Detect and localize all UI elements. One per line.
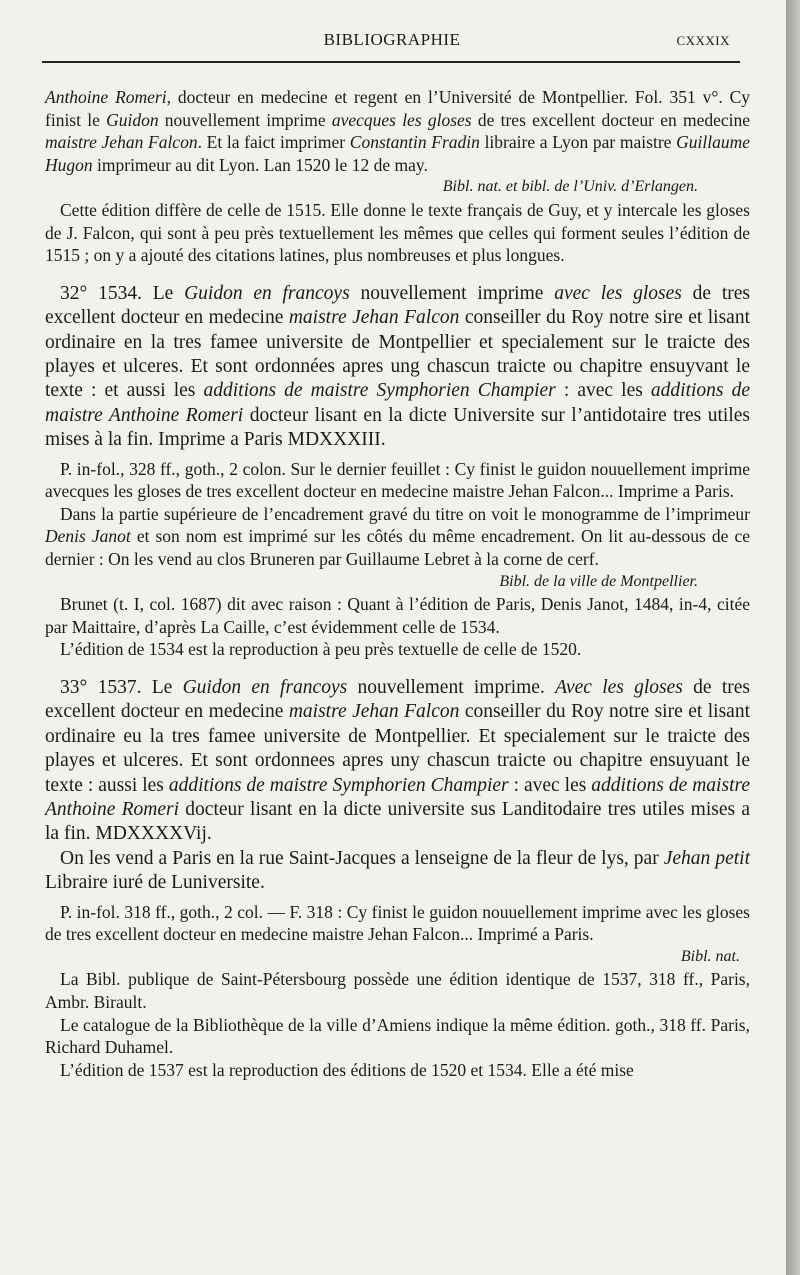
paragraph-collation-1534: P. in-fol., 328 ff., goth., 2 colon. Sur le dernier feuillet : Cy finist le guidon nouuellement imprime avecques les gloses de tres excellent docteur en medecine maistre Jehan Falcon... Imprime a Paris.	[45, 458, 750, 502]
page-body	[45, 86, 750, 1081]
library-citation: Bibl. de la ville de Montpellier.	[499, 572, 698, 590]
paragraph-saint-petersbourg: La Bibl. publique de Saint-Pétersbourg possède une édition identique de 1537, 318 ff., Paris, Ambr. Birault.	[45, 969, 750, 1012]
entry-33-1537: 33° 1537. Le Guidon en francoys nouvellement imprime. Avec les gloses de tres excellent docteur en medecine maistre Jehan Falcon conseiller du Roy notre sire et lisant ordinaire eu la tres famee universite de Montpellier. Et specialement sur le traicte des playes et ulceres. Et sont ordonnees apres uny chascun traicte ou chapitre ensuyuant le texte : aussi les additions de maistre Symphorien Champier : avec les additions de maistre Anthoine Romeri docteur lisant en la dicte universite sus Landitodaire tres utiles mises a la fin. MDXXXXVij.	[45, 676, 751, 845]
paragraph-encadrement: Dans la partie supérieure de l’encadrement gravé du titre on voit le monogramme de l’imprimeur Denis Janot et son nom est imprimé sur les côtés du même encadrement. On lit au-dessous de ce dernier : On les vend au clos Bruneren par Guillaume Lebret à la corne de cerf.	[45, 503, 750, 569]
paragraph-brunet: Brunet (t. I, col. 1687) dit avec raison : Quant à l’édition de Paris, Denis Janot, 1484, in-4, citée par Maittaire, d’après La Caille, c’est évidemment celle de 1534.	[45, 594, 750, 637]
paragraph-collation-1537: P. in-fol. 318 ff., goth., 2 col. — F. 318 : Cy finist le guidon nouuellement imprime avec les gloses de tres excellent docteur en medecine maistre Jehan Falcon... Imprimé a Paris.	[45, 901, 750, 945]
paragraph-comparison-1515: Cette édition diffère de celle de 1515. Elle donne le texte français de Guy, et y intercale les gloses de J. Falcon, qui sont à peu près textuellement les mêmes que celles qui forment seules l’édition de 1515 ; on y a ajouté des citations latines, plus nombreuses et plus longues.	[45, 199, 750, 266]
paragraph-romeri-colophon: Anthoine Romeri, docteur en medecine et regent en l’Université de Montpellier. Fol. 351 v°. Cy finist le Guidon nouvellement imprime avecques les gloses de tres excellent docteur en medecine maistre Jehan Falcon. Et la faict imprimer Constantin Fradin libraire a Lyon par maistre Guillaume Hugon imprimeur au dit Lyon. Lan 1520 le 12 de may.	[45, 87, 751, 175]
library-citation: Bibl. nat.	[680, 947, 740, 965]
library-citation: Bibl. nat. et bibl. de l’Univ. d’Erlangen.	[442, 178, 698, 196]
paragraph-reproduction-1534: L’édition de 1534 est la reproduction à peu près textuelle de celle de 1520.	[60, 639, 582, 660]
running-head-title: BIBLIOGRAPHIE	[323, 30, 461, 49]
page-edge-shadow	[786, 0, 800, 1275]
entry-32-1534: 32° 1534. Le Guidon en francoys nouvellement imprime avec les gloses de tres excellent docteur en medecine maistre Jehan Falcon conseiller du Roy notre sire et lisant ordinaire en la tres famee universite de Montpellier et specialement sur le traicte des playes et ulceres. Et sont ordonnées apres ung chascun traicte ou chapitre ensuyvant le texte : et aussi les additions de maistre Symphorien Champier : avec les additions de maistre Anthoine Romeri docteur lisant en la dicte Universite sur l’antidotaire tres utiles mises à la fin. Imprime a Paris MDXXXIII.	[45, 282, 751, 451]
running-head	[44, 30, 740, 52]
paragraph-amiens: Le catalogue de la Bibliothèque de la ville d’Amiens indique la même édition. goth., 318 ff. Paris, Richard Duhamel.	[45, 1014, 750, 1058]
paragraph-reproduction-1537: L’édition de 1537 est la reproduction des éditions de 1520 et 1534. Elle a été mise	[60, 1059, 634, 1080]
page-number: CXXXIX	[676, 33, 730, 48]
paragraph-vend-paris: On les vend a Paris en la rue Saint-Jacques a lenseigne de la fleur de lys, par Jehan petit Libraire iuré de Luniversite.	[45, 847, 751, 894]
header-rule	[42, 61, 740, 63]
